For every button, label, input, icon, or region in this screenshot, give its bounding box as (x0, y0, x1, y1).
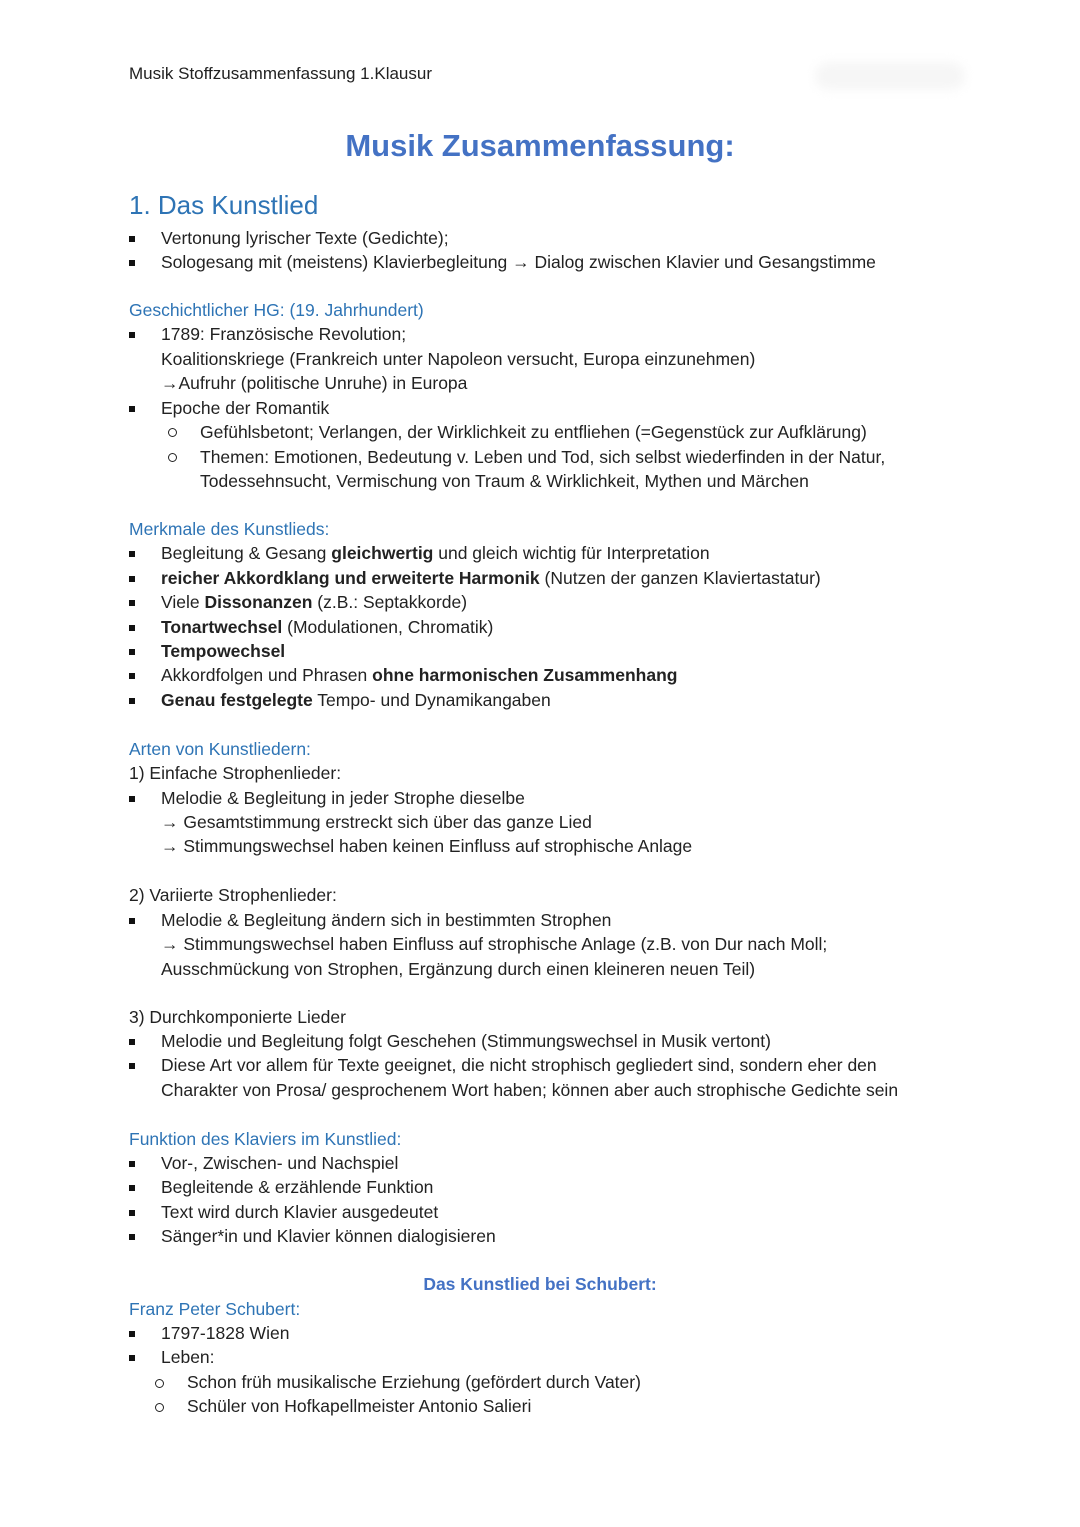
list-item: Melodie & Begleitung in jeder Strophe dieselbe (161, 788, 525, 808)
list-item: Genau festgelegte Tempo- und Dynamikangaben (161, 690, 551, 710)
bullet (129, 673, 135, 679)
bullet (129, 1063, 135, 1069)
list-item: Tonartwechsel (Modulationen, Chromatik) (161, 617, 494, 637)
section-heading-kunstlied: 1. Das Kunstlied (129, 190, 319, 220)
type-title: 3) Durchkomponierte Lieder (129, 1007, 346, 1027)
bullet (129, 551, 135, 557)
heading-schubert: Franz Peter Schubert: (129, 1299, 301, 1319)
bullet (129, 600, 135, 606)
list-item: 1789: Französische Revolution; (161, 324, 407, 344)
list-item: Vertonung lyrischer Texte (Gedichte); (161, 228, 449, 248)
sub-list-item: Gefühlsbetont; Verlangen, der Wirklichkeit zu entfliehen (=Gegenstück zur Aufklärung) (200, 422, 867, 442)
list-item: 1797-1828 Wien (161, 1323, 290, 1343)
heading-piano-function: Funktion des Klaviers im Kunstlied: (129, 1129, 402, 1149)
sub-bullet (168, 428, 177, 437)
sub-list-item: Schüler von Hofkapellmeister Antonio Salieri (187, 1396, 532, 1416)
bullet (129, 698, 135, 704)
sub-bullet (155, 1379, 164, 1388)
document-title: Musik Zusammenfassung: (345, 128, 735, 163)
list-item: Sologesang mit (meistens) Klavierbegleitung → Dialog zwischen Klavier und Gesangstimme (161, 252, 876, 272)
bullet (129, 236, 135, 242)
list-item: Melodie & Begleitung ändern sich in bestimmten Strophen (161, 910, 612, 930)
list-item-continuation: Ausschmückung von Strophen, Ergänzung durch einen kleineren neuen Teil) (161, 959, 756, 979)
bullet (129, 1210, 135, 1216)
bullet (129, 1355, 135, 1361)
sub-bullet (155, 1403, 164, 1412)
list-item: Melodie und Begleitung folgt Geschehen (Stimmungswechsel in Musik vertont) (161, 1031, 771, 1051)
list-item: Vor-, Zwischen- und Nachspiel (161, 1153, 399, 1173)
bullet (129, 796, 135, 802)
bullet (129, 260, 135, 266)
list-item-continuation: → Gesamtstimmung erstreckt sich über das ganze Lied (161, 812, 592, 832)
type-title: 2) Variierte Strophenlieder: (129, 885, 337, 905)
bullet (129, 649, 135, 655)
redacted-area (815, 62, 965, 90)
page-header: Musik Stoffzusammenfassung 1.Klausur (129, 64, 432, 83)
bullet (129, 1331, 135, 1337)
list-item: Sänger*in und Klavier können dialogisieren (161, 1226, 496, 1246)
sub-list-item: Schon früh musikalische Erziehung (gefördert durch Vater) (187, 1372, 641, 1392)
list-item-continuation: →Aufruhr (politische Unruhe) in Europa (161, 373, 468, 393)
list-item: Viele Dissonanzen (z.B.: Septakkorde) (161, 592, 468, 612)
bullet (129, 1039, 135, 1045)
list-item: Tempowechsel (161, 641, 286, 661)
list-item: Begleitung & Gesang gleichwertig und gleich wichtig für Interpretation (161, 543, 710, 563)
sub-list-item-continuation: Todessehnsucht, Vermischung von Traum & Wirklichkeit, Mythen und Märchen (200, 471, 809, 491)
bullet (129, 1161, 135, 1167)
bullet (129, 576, 135, 582)
list-item: Diese Art vor allem für Texte geeignet, die nicht strophisch gegliedert sind, sondern eher den (161, 1055, 877, 1075)
bullet (129, 918, 135, 924)
subtitle-schubert: Das Kunstlied bei Schubert: (423, 1274, 657, 1294)
sub-bullet (168, 453, 177, 462)
heading-features: Merkmale des Kunstlieds: (129, 519, 330, 539)
list-item: Akkordfolgen und Phrasen ohne harmonischen Zusammenhang (161, 665, 678, 685)
bullet (129, 332, 135, 338)
bullet (129, 625, 135, 631)
list-item: Text wird durch Klavier ausgedeutet (161, 1202, 439, 1222)
list-item: reicher Akkordklang und erweiterte Harmonik (Nutzen der ganzen Klaviertastatur) (161, 568, 821, 588)
heading-historical-background: Geschichtlicher HG: (19. Jahrhundert) (129, 300, 424, 320)
list-item: Epoche der Romantik (161, 398, 330, 418)
heading-types: Arten von Kunstliedern: (129, 739, 311, 759)
type-title: 1) Einfache Strophenlieder: (129, 763, 342, 783)
list-item-continuation: Koalitionskriege (Frankreich unter Napoleon versucht, Europa einzunehmen) (161, 349, 756, 369)
bullet (129, 406, 135, 412)
bullet (129, 1185, 135, 1191)
list-item: Leben: (161, 1347, 215, 1367)
list-item-continuation: → Stimmungswechsel haben Einfluss auf strophische Anlage (z.B. von Dur nach Moll; (161, 934, 828, 954)
sub-list-item: Themen: Emotionen, Bedeutung v. Leben und Tod, sich selbst wiederfinden in der Natur, (200, 447, 886, 467)
bullet (129, 1234, 135, 1240)
list-item-continuation: Charakter von Prosa/ gesprochenem Wort haben; können aber auch strophische Gedichte sein (161, 1080, 899, 1100)
list-item-continuation: → Stimmungswechsel haben keinen Einfluss auf strophische Anlage (161, 836, 693, 856)
list-item: Begleitende & erzählende Funktion (161, 1177, 434, 1197)
